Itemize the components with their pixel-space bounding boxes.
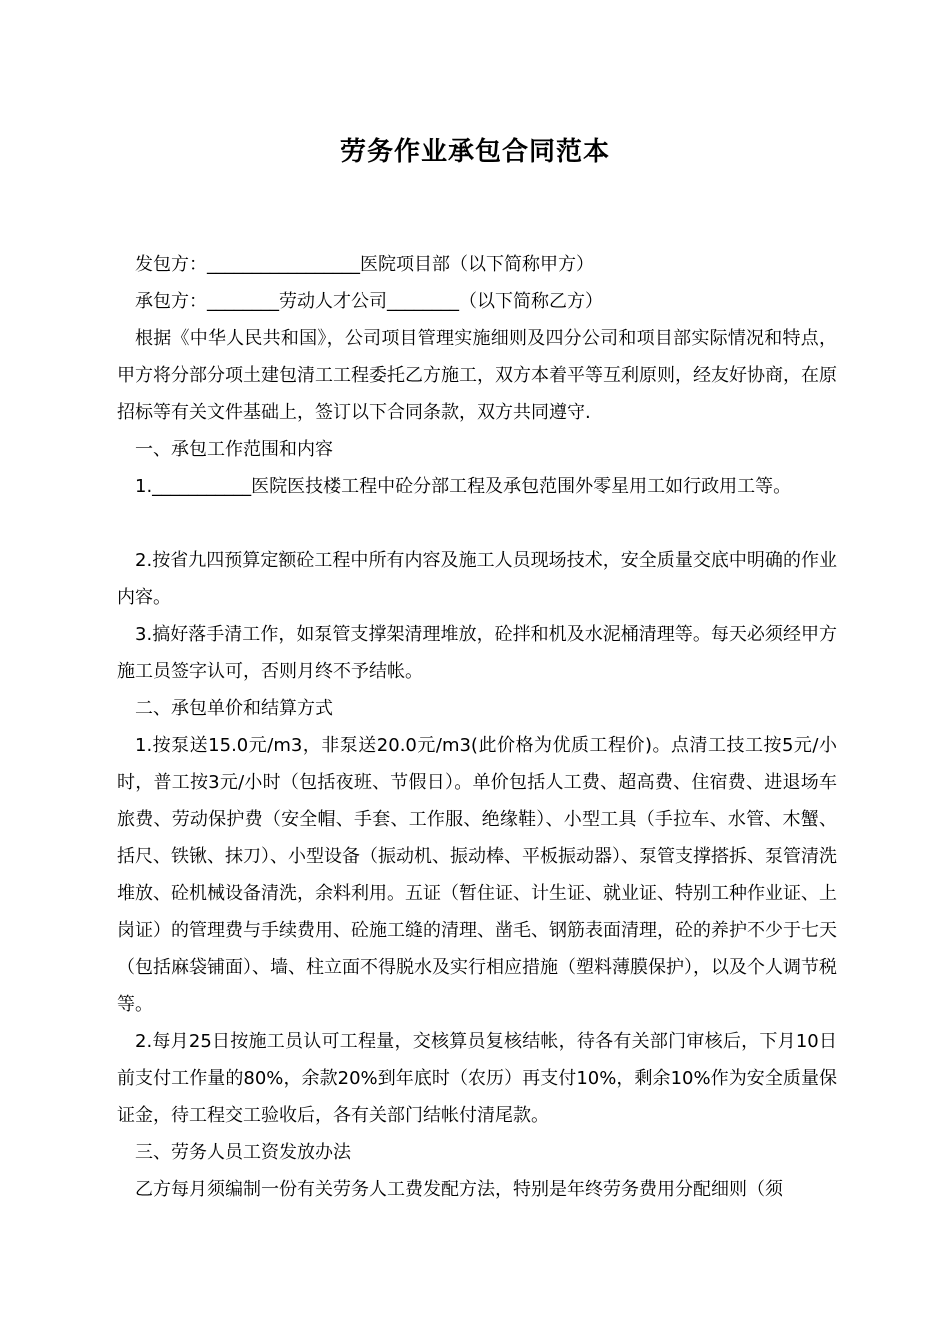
clause-2-2: 2.每月25日按施工员认可工程量，交核算员复核结帐，待各有关部门审核后，下月10日前支付工作量的80%，余款20%到年底时（农历）再支付10%，剩余10%作为安全质量保证金，待工程交工验收后，各有关部门结帐付清尾款。 — [117, 1031, 837, 1126]
clause-3-1: 乙方每月须编制一份有关劳务人工费发配方法，特别是年终劳务费用分配细则（须 — [135, 1179, 783, 1200]
clause-2-1: 1.按泵送15.0元/m3，非泵送20.0元/m3(此价格为优质工程价)。点清工技工按5元/小时，普工按3元/小时（包括夜班、节假日）。单价包括人工费、超高费、住宿费、进退场车旅费、劳动保护费（安全帽、手套、工作服、绝缘鞋）、小型工具（手拉车、水管、木蟹、括尺、铁锹、抹刀）、小型设备（振动机、振动棒、平板振动器）、泵管支撑搭拆、泵管清洗堆放、砼机械设备清洗，余料利用。五证（暂住证、计生证、就业证、特别工种作业证、上岗证）的管理费与手续费用、砼施工缝的清理、凿毛、钢筋表面清理，砼的养护不少于七天（包括麻袋铺面）、墙、柱立面不得脱水及实行相应措施（塑料薄膜保护），以及个人调节税等。 — [117, 735, 837, 1015]
section-heading-3: 三、劳务人员工资发放办法 — [135, 1142, 351, 1163]
clause-1-1: 1.___________医院医技楼工程中砼分部工程及承包范围外零星用工如行政用工等。 — [135, 476, 792, 497]
preamble-paragraph: 根据《中华人民共和国》，公司项目管理实施细则及四分公司和项目部实际情况和特点，甲方将分部分项土建包清工工程委托乙方施工，双方本着平等互利原则，经友好协商，在原招标等有关文件基础上，签订以下合同条款，双方共同遵守. — [117, 328, 837, 423]
document-title: 劳务作业承包合同范本 — [339, 137, 610, 167]
party-b-line: 承包方：________劳动人才公司________（以下简称乙方） — [135, 291, 603, 312]
section-heading-1: 一、承包工作范围和内容 — [135, 439, 333, 460]
clause-1-2: 2.按省九四预算定额砼工程中所有内容及施工人员现场技术，安全质量交底中明确的作业内容。 — [117, 550, 837, 608]
clause-1-3: 3.搞好落手清工作，如泵管支撑架清理堆放，砼拌和机及水泥桶清理等。每天必须经甲方施工员签字认可，否则月终不予结帐。 — [117, 624, 837, 682]
document-body — [117, 246, 837, 1208]
section-heading-2: 二、承包单价和结算方式 — [135, 698, 333, 719]
party-a-line: 发包方：_________________医院项目部（以下简称甲方） — [135, 254, 594, 275]
